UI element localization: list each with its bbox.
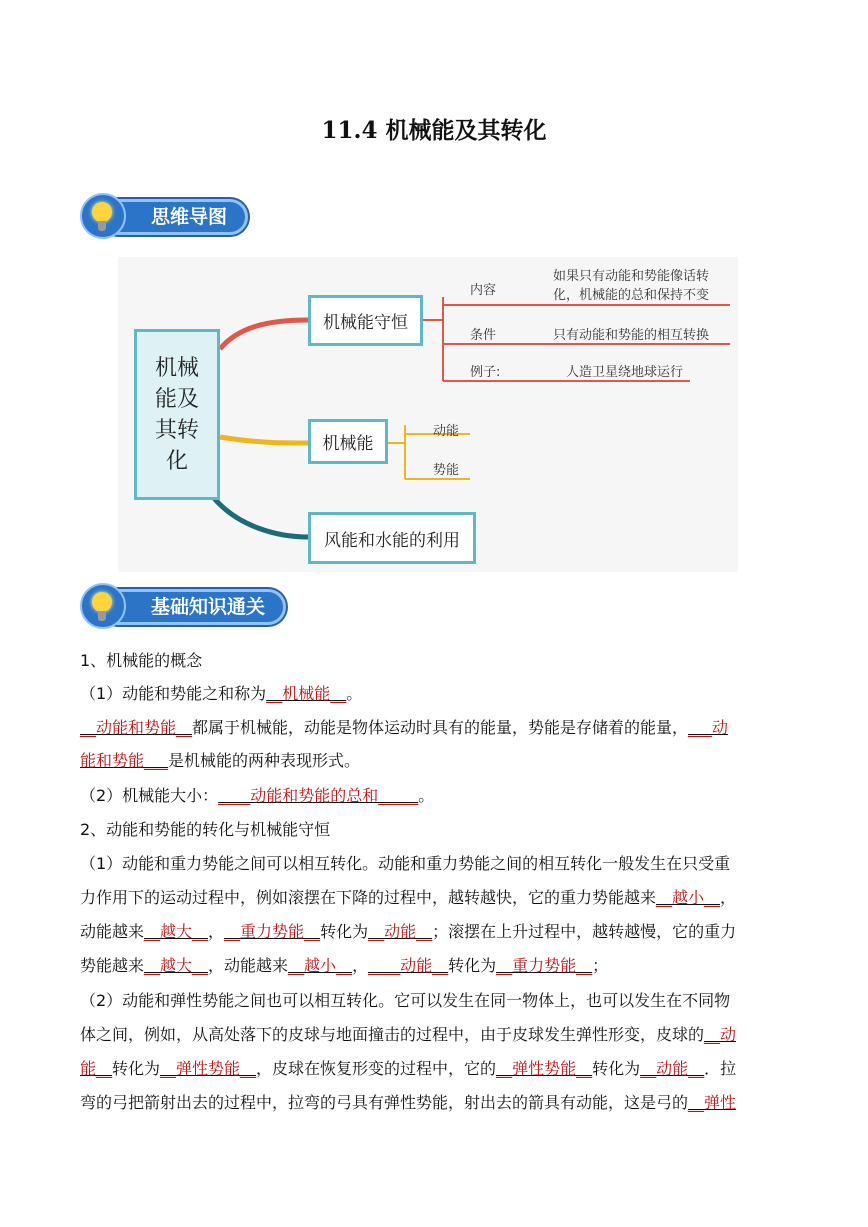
page-title: 11.4 机械能及其转化 bbox=[321, 117, 547, 144]
answer-blank: __机械能__ bbox=[266, 684, 347, 703]
answer-blank: __越大__ bbox=[144, 956, 209, 975]
text: ．拉 bbox=[704, 1059, 737, 1078]
text: ， bbox=[720, 888, 737, 907]
text: ； bbox=[592, 956, 609, 975]
answer-blank: 能和势能___ bbox=[80, 751, 169, 770]
text: 转化为 bbox=[112, 1059, 161, 1078]
potential-energy-leaf: 势能 bbox=[433, 463, 460, 478]
answer-blank: ____动能__ bbox=[368, 956, 449, 975]
answer-blank: 能__ bbox=[80, 1059, 113, 1078]
heading-2: 2、动能和势能的转化与机械能守恒 bbox=[80, 820, 331, 839]
label-condition: 条件 bbox=[470, 328, 497, 343]
paragraph-10 bbox=[80, 1022, 736, 1045]
branch-mechanical-energy: 机械能 bbox=[308, 419, 388, 464]
branch-wind-water-energy: 风能和水能的利用 bbox=[308, 512, 476, 564]
condition-text: 只有动能和势能的相互转换 bbox=[553, 328, 710, 343]
answer-blank: __弹性 bbox=[688, 1093, 737, 1112]
lightbulb-icon bbox=[80, 583, 126, 629]
text: 转化为 bbox=[592, 1059, 641, 1078]
branch-mechanical-energy-conservation: 机械能守恒 bbox=[308, 295, 423, 346]
text: ， bbox=[352, 956, 369, 975]
answer-blank: __越小__ bbox=[288, 956, 353, 975]
content-line-1: 如果只有动能和势能像话转 bbox=[553, 269, 710, 284]
answer-blank: __重力势能__ bbox=[224, 922, 321, 941]
paragraph-7 bbox=[80, 919, 736, 942]
answer-blank: __重力势能__ bbox=[496, 956, 593, 975]
text: 。 bbox=[346, 684, 363, 703]
basics-banner-label: 基础知识通关 bbox=[100, 589, 286, 625]
answer-blank: __越小__ bbox=[656, 888, 721, 907]
text: 转化为 bbox=[320, 922, 369, 941]
text: （1）动能和势能之和称为 bbox=[80, 684, 267, 703]
paragraph-8 bbox=[80, 953, 608, 976]
text: 势能越来 bbox=[80, 956, 145, 975]
text: ；滚摆在上升过程中，越转越慢，它的重力 bbox=[432, 922, 737, 941]
root-line-2: 能及 bbox=[154, 386, 199, 412]
text: 弯的弓把箭射出去的过程中，拉弯的弓具有弹性势能，射出去的箭具有动能，这是弓的 bbox=[80, 1093, 689, 1112]
answer-blank: __动 bbox=[704, 1025, 737, 1044]
text: 。 bbox=[418, 786, 435, 805]
root-line-1: 机械 bbox=[154, 355, 199, 381]
text: 是机械能的两种表现形式。 bbox=[168, 751, 361, 770]
answer-blank: ____动能和势能的总和_____ bbox=[218, 786, 419, 805]
paragraph-1 bbox=[80, 681, 362, 704]
paragraph-9: （2）动能和弹性势能之间也可以相互转化。它可以发生在同一物体上，也可以发生在不同物 bbox=[80, 991, 731, 1010]
content-line-2: 化，机械能的总和保持不变 bbox=[553, 288, 710, 303]
paragraph-5: （1）动能和重力势能之间可以相互转化。动能和重力势能之间的相互转化一般发生在只受重 bbox=[80, 854, 731, 873]
branch1-connector bbox=[220, 320, 308, 349]
mind-map-root bbox=[134, 329, 220, 500]
paragraph-4 bbox=[80, 783, 434, 806]
branch2-connector bbox=[220, 437, 308, 443]
text: 力作用下的运动过程中，例如滚摆在下降的过程中，越转越快，它的重力势能越来 bbox=[80, 888, 657, 907]
paragraph-12 bbox=[80, 1090, 736, 1113]
paragraph-3 bbox=[80, 748, 360, 771]
mindmap-banner-label: 思维导图 bbox=[100, 199, 248, 235]
heading-1: 1、机械能的概念 bbox=[80, 651, 203, 670]
root-line-3: 其转 bbox=[154, 417, 199, 443]
paragraph-11 bbox=[80, 1056, 736, 1079]
mind-map bbox=[118, 257, 738, 572]
answer-blank: __越大__ bbox=[144, 922, 209, 941]
lightbulb-icon bbox=[80, 193, 126, 239]
text: 体之间，例如，从高处落下的皮球与地面撞击的过程中，由于皮球发生弹性形变，皮球的 bbox=[80, 1025, 705, 1044]
kinetic-energy-leaf: 动能 bbox=[433, 424, 460, 439]
text: 动能越来 bbox=[80, 922, 145, 941]
paragraph-6 bbox=[80, 885, 736, 908]
example-text: 人造卫星绕地球运行 bbox=[566, 365, 684, 380]
content-text bbox=[553, 267, 709, 305]
answer-blank: __动能和势能__ bbox=[80, 718, 193, 737]
answer-blank: __动能__ bbox=[640, 1059, 705, 1078]
answer-blank: __弹性势能__ bbox=[160, 1059, 257, 1078]
text: 转化为 bbox=[448, 956, 497, 975]
answer-blank: __动能__ bbox=[368, 922, 433, 941]
label-content: 内容 bbox=[470, 283, 497, 298]
text: 都属于机械能，动能是物体运动时具有的能量，势能是存储着的能量， bbox=[192, 718, 689, 737]
root-line-4: 化 bbox=[165, 448, 188, 474]
text: （2）机械能大小： bbox=[80, 786, 219, 805]
text: ， bbox=[208, 922, 225, 941]
label-example: 例子: bbox=[470, 365, 501, 380]
answer-blank: __弹性势能__ bbox=[496, 1059, 593, 1078]
answer-blank: ___动 bbox=[688, 718, 729, 737]
text: ，皮球在恢复形变的过程中，它的 bbox=[256, 1059, 497, 1078]
text: ，动能越来 bbox=[208, 956, 289, 975]
branch3-connector bbox=[213, 497, 308, 537]
paragraph-2 bbox=[80, 715, 728, 738]
